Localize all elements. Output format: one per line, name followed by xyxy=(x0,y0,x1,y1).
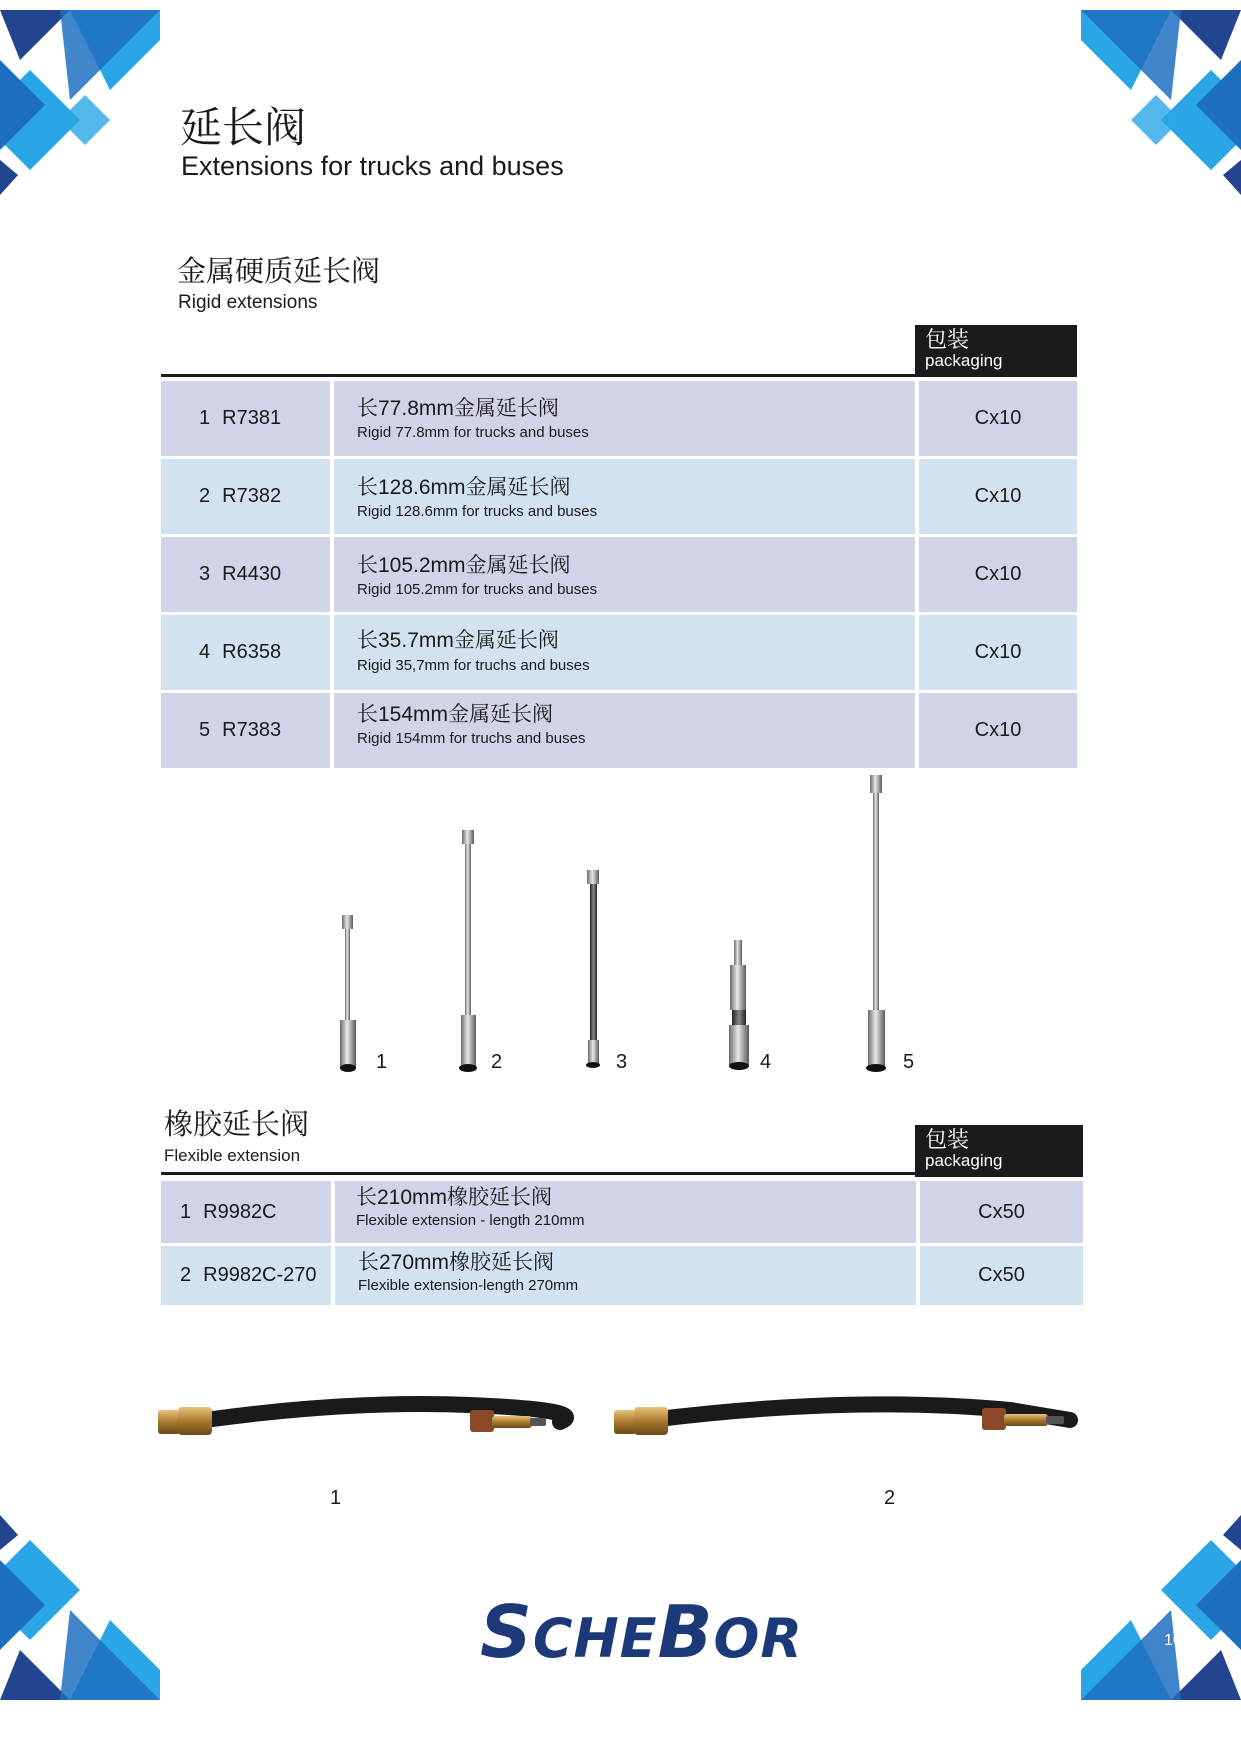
rigid-valve-5-image xyxy=(866,775,886,1072)
table-row-description xyxy=(334,459,915,534)
description-cn: 长105.2mm金属延长阀 xyxy=(357,554,571,577)
corner-decoration-bottom-right xyxy=(1071,1500,1241,1710)
corner-decoration-top-right xyxy=(1071,0,1241,210)
description-en: Rigid 77.8mm for trucks and buses xyxy=(357,424,589,441)
row-number: 1 xyxy=(199,407,211,429)
packaging-label-cn: 包装 xyxy=(925,1127,970,1152)
flexible-section-title-cn: 橡胶延长阀 xyxy=(164,1109,310,1141)
page-title-en: Extensions for trucks and buses xyxy=(181,151,564,181)
table-row-packaging: Cx10 xyxy=(919,459,1077,534)
description-en: Flexible extension - length 210mm xyxy=(356,1212,585,1229)
table-row-description xyxy=(334,537,915,612)
rigid-valve-1-image xyxy=(340,915,356,1072)
table-row-packaging: Cx10 xyxy=(919,537,1077,612)
description-en: Flexible extension-length 270mm xyxy=(358,1277,579,1294)
table-row-description xyxy=(334,693,915,768)
page-number: 10 xyxy=(1164,1632,1182,1649)
row-number: 2 xyxy=(199,485,211,507)
table-row-code xyxy=(161,459,330,534)
product-code: R6358 xyxy=(222,641,282,663)
flexible-table-rule xyxy=(161,1172,1083,1175)
rigid-section-title-cn: 金属硬质延长阀 xyxy=(177,256,381,288)
product-code: R7382 xyxy=(222,485,282,507)
row-number: 3 xyxy=(199,563,211,585)
table-row-description xyxy=(334,615,915,690)
logo-letters: OR xyxy=(713,1607,803,1670)
flexible-section-title-en: Flexible extension xyxy=(164,1146,301,1165)
description-en: Rigid 128.6mm for trucks and buses xyxy=(357,503,598,520)
table-row-code xyxy=(161,381,330,456)
packaging-label-en: packaging xyxy=(925,351,1003,370)
table-row-packaging: Cx10 xyxy=(919,615,1077,690)
product-code: R9982C-270 xyxy=(203,1264,317,1286)
rigid-photo-label: 5 xyxy=(903,1051,915,1073)
flexible-extensions-photo xyxy=(150,1380,1090,1460)
logo-letter: S xyxy=(480,1590,533,1674)
rigid-valve-3-image xyxy=(586,870,600,1068)
flexible-hose-1-image xyxy=(158,1404,566,1435)
brand-logo xyxy=(480,1590,803,1674)
description-en: Rigid 154mm for truchs and buses xyxy=(357,730,586,747)
description-en: Rigid 35,7mm for truchs and buses xyxy=(357,657,590,674)
logo-letter: B xyxy=(657,1590,714,1674)
product-code: R4430 xyxy=(222,563,282,585)
row-number: 5 xyxy=(199,719,211,741)
description-cn: 长210mm橡胶延长阀 xyxy=(356,1186,553,1209)
rigid-photo-label: 2 xyxy=(491,1051,503,1073)
description-en: Rigid 105.2mm for trucks and buses xyxy=(357,581,598,598)
table-row-packaging: Cx50 xyxy=(920,1246,1083,1305)
table-row-packaging: Cx50 xyxy=(920,1181,1083,1243)
table-row-description xyxy=(335,1181,916,1243)
table-row-code xyxy=(161,1181,331,1243)
corner-decoration-top-left xyxy=(0,0,170,210)
table-row-code xyxy=(161,537,330,612)
table-row-description xyxy=(335,1246,916,1305)
rigid-section-title-en: Rigid extensions xyxy=(178,292,318,313)
description-cn: 长128.6mm金属延长阀 xyxy=(357,476,571,499)
row-number: 1 xyxy=(180,1200,192,1223)
row-number: 2 xyxy=(180,1264,192,1286)
flexible-hose-2-image xyxy=(614,1404,1070,1435)
table-row-packaging: Cx10 xyxy=(919,381,1077,456)
logo-letters: CHE xyxy=(532,1607,658,1670)
rigid-photo-label: 4 xyxy=(760,1051,772,1073)
flexible-photo-label: 2 xyxy=(884,1487,896,1509)
rigid-table-rule xyxy=(161,374,1077,377)
description-cn: 长270mm橡胶延长阀 xyxy=(358,1251,555,1274)
rigid-valve-2-image xyxy=(459,830,477,1072)
product-code: R7381 xyxy=(222,407,282,429)
packaging-label-en: packaging xyxy=(925,1151,1003,1170)
rigid-valve-4-image xyxy=(729,940,749,1070)
corner-decoration-bottom-left xyxy=(0,1500,170,1710)
packaging-label-cn: 包装 xyxy=(925,327,970,352)
rigid-packaging-header xyxy=(915,325,1077,377)
row-number: 4 xyxy=(199,641,211,663)
description-cn: 长77.8mm金属延长阀 xyxy=(357,397,559,420)
page-title-cn: 延长阀 xyxy=(180,104,307,151)
flexible-packaging-header xyxy=(915,1125,1083,1177)
rigid-photo-label: 3 xyxy=(616,1051,628,1073)
rigid-extensions-photo xyxy=(300,770,940,1080)
table-row-description xyxy=(334,381,915,456)
table-row-code xyxy=(161,615,330,690)
rigid-photo-label: 1 xyxy=(376,1051,388,1073)
table-row-code xyxy=(161,693,330,768)
description-cn: 长35.7mm金属延长阀 xyxy=(357,629,559,652)
flexible-photo-label: 1 xyxy=(330,1487,342,1509)
product-code: R9982C xyxy=(203,1200,277,1223)
description-cn: 长154mm金属延长阀 xyxy=(357,703,554,726)
table-row-code xyxy=(161,1246,331,1305)
table-row-packaging: Cx10 xyxy=(919,693,1077,768)
product-code: R7383 xyxy=(222,719,282,741)
